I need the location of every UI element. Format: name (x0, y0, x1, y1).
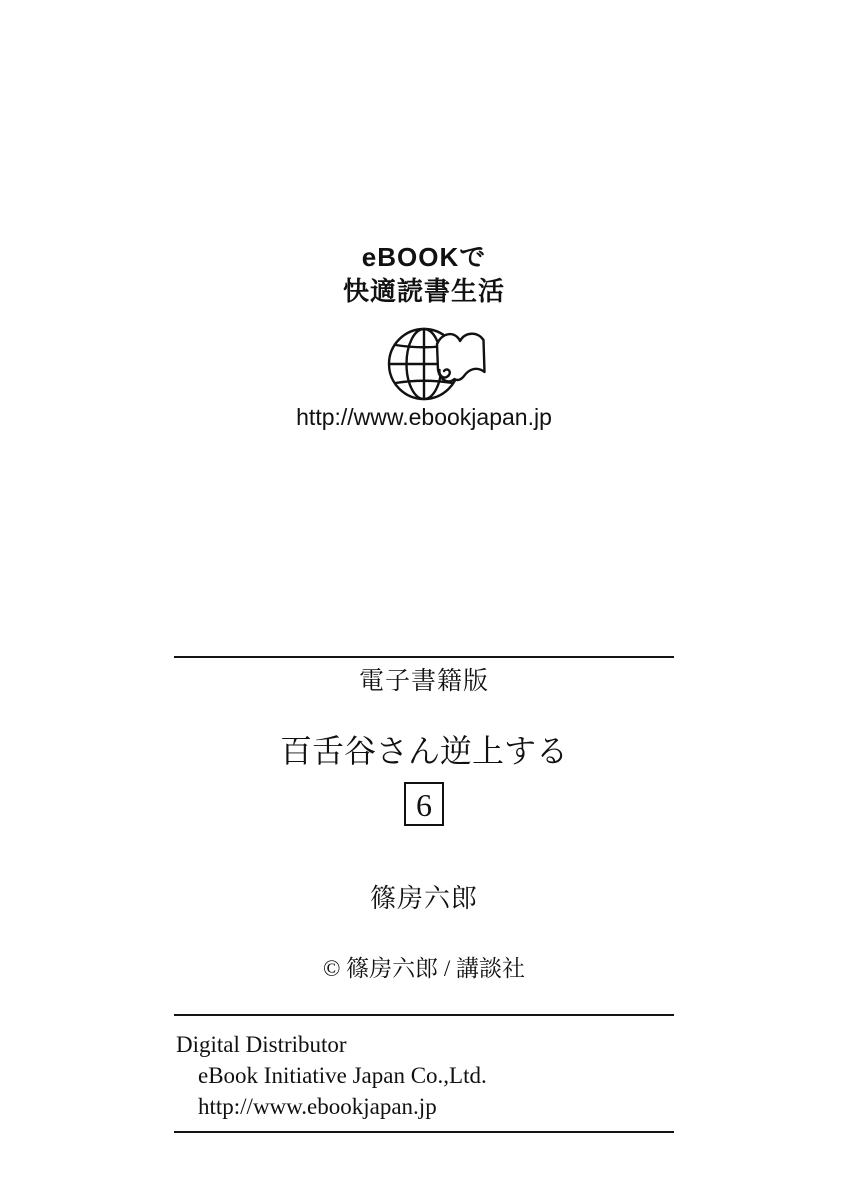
edition-label: 電子書籍版 (358, 668, 489, 695)
volume-number-box: 6 (404, 782, 444, 826)
promo-tagline-line2: 快適読書生活 (342, 276, 505, 306)
promo-tagline (0, 240, 848, 308)
author-name: 篠房六郎 (369, 884, 478, 913)
distributor-heading: Digital Distributor (176, 1032, 347, 1057)
promo-tagline-line1: eBOOKで (361, 242, 487, 272)
top-divider (174, 656, 674, 658)
copyright-notice: © 篠房六郎 / 講談社 (322, 956, 526, 981)
bottom-divider (174, 1131, 674, 1133)
distributor-url-text: http://www.ebookjapan.jp (198, 1094, 437, 1119)
globe-book-icon (387, 325, 487, 403)
middle-divider (174, 1014, 674, 1016)
promo-url-text: http://www.ebookjapan.jp (296, 404, 552, 430)
book-title: 百舌谷さん逆上する (279, 733, 568, 769)
volume-wrap (0, 782, 848, 826)
distributor-company: eBook Initiative Japan Co.,Ltd. (198, 1063, 487, 1088)
